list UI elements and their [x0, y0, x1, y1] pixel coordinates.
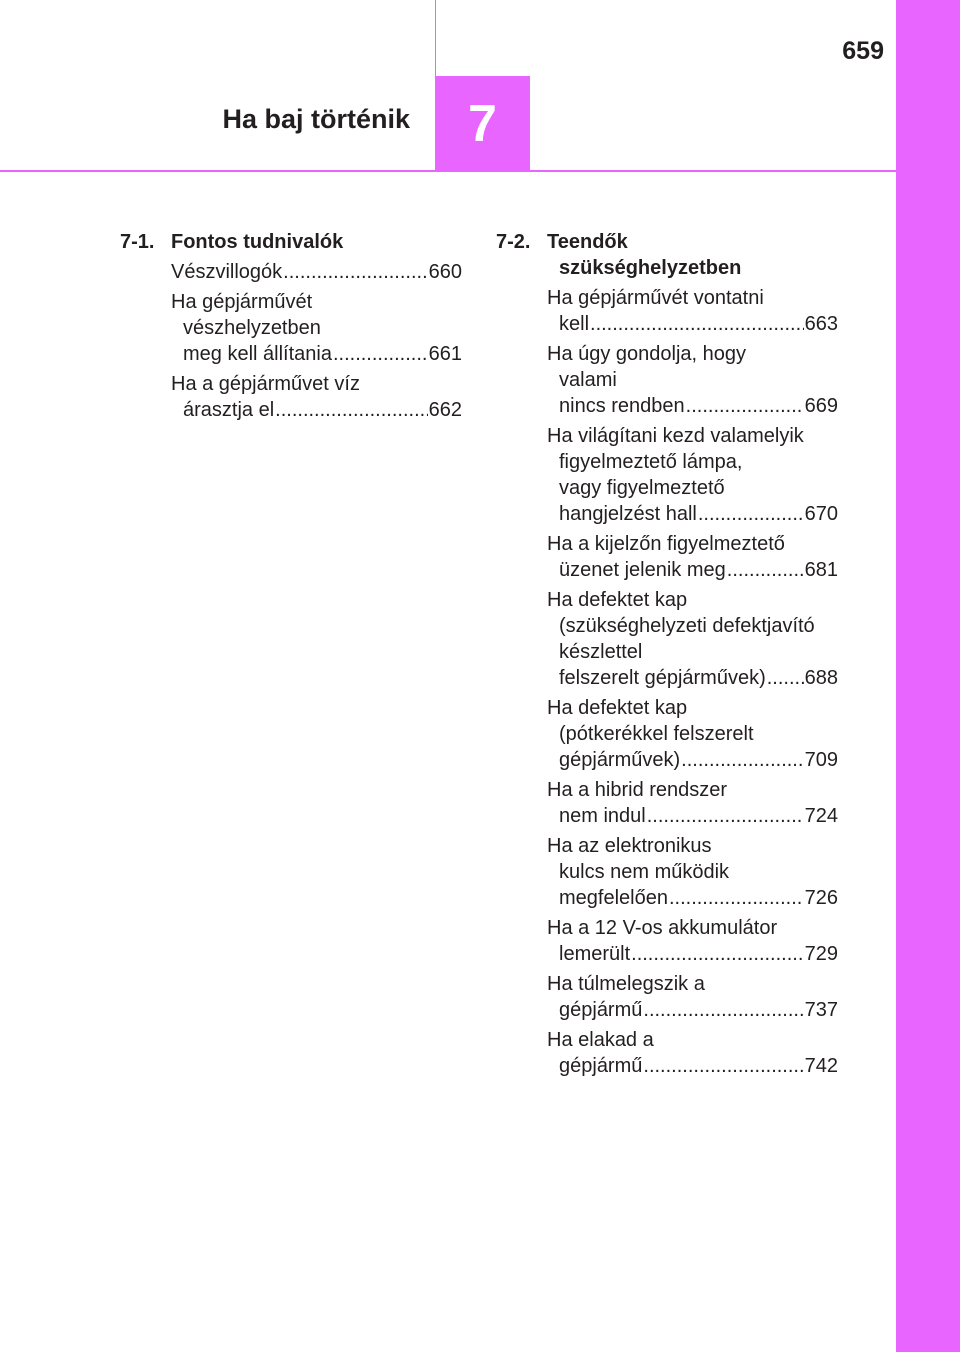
dot-leader — [767, 665, 804, 691]
toc-entry-last-line — [171, 341, 462, 367]
header-divider-vertical — [435, 0, 436, 76]
toc-page-number: 726 — [804, 887, 838, 909]
toc-entry-text: lemerült — [559, 943, 631, 965]
toc-entry-last-line — [171, 397, 462, 423]
toc-page-number: 663 — [804, 313, 838, 335]
toc-entry-line: Ha a 12 V-os akkumulátor — [547, 917, 778, 939]
toc-page-number: 669 — [804, 395, 838, 417]
toc-entry-last-line — [547, 665, 838, 691]
toc-entry-line: készlettel — [559, 641, 643, 663]
toc-entry-line: figyelmeztető lámpa, — [559, 451, 743, 473]
toc-entry-text: nincs rendben — [559, 395, 685, 417]
toc-entry-last-line — [547, 393, 838, 419]
toc-entry[interactable] — [547, 587, 838, 691]
dot-leader — [727, 557, 804, 583]
section-title-line: Fontos tudnivalók — [171, 231, 344, 253]
toc-page-number: 688 — [804, 667, 838, 689]
toc-entry-text: nem indul — [559, 805, 646, 827]
toc-entry-last-line — [547, 557, 838, 583]
toc-entry-last-line — [171, 259, 462, 285]
toc-entry-text: felszerelt gépjárművek) — [559, 667, 766, 689]
toc-page-number: 662 — [428, 399, 462, 421]
toc-page-number: 742 — [804, 1055, 838, 1077]
toc-entry[interactable] — [171, 259, 462, 285]
toc-entry-last-line — [547, 311, 838, 337]
dot-leader — [647, 803, 804, 829]
toc-page-number: 709 — [804, 749, 838, 771]
toc-entry-line: Ha elakad a — [547, 1029, 654, 1051]
toc-entry-text: gépjármű — [559, 1055, 643, 1077]
dot-leader — [643, 1053, 803, 1079]
toc-entry-line: Ha az elektronikus — [547, 835, 712, 857]
toc-entry-line: Ha defektet kap — [547, 589, 688, 611]
toc-entry[interactable] — [547, 971, 838, 1023]
toc-entry-text: üzenet jelenik meg — [559, 559, 726, 581]
toc-page-number: 729 — [804, 943, 838, 965]
toc-page-number: 737 — [804, 999, 838, 1021]
dot-leader — [590, 311, 804, 337]
toc-section-7-1 — [120, 229, 462, 427]
dot-leader — [283, 259, 427, 285]
page-number: 659 — [842, 37, 884, 65]
chapter-number: 7 — [468, 94, 497, 153]
toc-entry-line: Ha defektet kap — [547, 697, 688, 719]
toc-entry-line: Ha úgy gondolja, hogy — [547, 343, 747, 365]
toc-entry-last-line — [547, 747, 838, 773]
toc-entry-text: hangjelzést hall — [559, 503, 697, 525]
toc-entry-text: árasztja el — [183, 399, 275, 421]
section-number: 7-1. — [120, 231, 155, 253]
toc-entry-last-line — [547, 1053, 838, 1079]
toc-page-number: 681 — [804, 559, 838, 581]
toc-entry-text: kell — [559, 313, 590, 335]
toc-entry[interactable] — [171, 371, 462, 423]
toc-entry-last-line — [547, 885, 838, 911]
toc-entry-line: vagy figyelmeztető — [559, 477, 725, 499]
toc-entry[interactable] — [547, 285, 838, 337]
toc-entry-text: Vészvillogók — [171, 261, 283, 283]
toc-entry-line: Ha túlmelegszik a — [547, 973, 705, 995]
section-heading — [120, 229, 462, 255]
chapter-title: Ha baj történik — [222, 104, 410, 134]
toc-entry[interactable] — [547, 915, 838, 967]
dot-leader — [686, 393, 804, 419]
toc-page-number: 724 — [804, 805, 838, 827]
dot-leader — [275, 397, 427, 423]
toc-page-number: 670 — [804, 503, 838, 525]
toc-entry-last-line — [547, 941, 838, 967]
toc-entry-text: gépjárművek) — [559, 749, 681, 771]
toc-entry[interactable] — [547, 695, 838, 773]
toc-entry-last-line — [547, 501, 838, 527]
dot-leader — [698, 501, 804, 527]
toc-entry[interactable] — [547, 341, 838, 419]
toc-page-number: 660 — [428, 261, 462, 283]
toc-entry-line: Ha a gépjárművet víz — [171, 373, 360, 395]
toc-page-number: 661 — [428, 343, 462, 365]
toc-entry-last-line — [547, 997, 838, 1023]
toc-entry[interactable] — [171, 289, 462, 367]
toc-entry-text: megfelelően — [559, 887, 668, 909]
section-title — [547, 229, 838, 281]
toc-entry-line: Ha gépjárművét vontatni — [547, 287, 764, 309]
section-number: 7-2. — [496, 231, 531, 253]
toc-entry[interactable] — [547, 833, 838, 911]
toc-entry[interactable] — [547, 423, 838, 527]
toc-entry[interactable] — [547, 777, 838, 829]
toc-entry-line: Ha gépjárművét — [171, 291, 313, 313]
section-title-line: szükséghelyzetben — [559, 257, 742, 279]
toc-entry-line: Ha világítani kezd valamelyik — [547, 425, 804, 447]
toc-entry[interactable] — [547, 531, 838, 583]
toc-section-7-2 — [496, 229, 838, 1083]
toc-entry-text: gépjármű — [559, 999, 643, 1021]
chapter-number-box — [435, 76, 530, 171]
toc-entry-line: kulcs nem működik — [559, 861, 730, 883]
chapter-side-tab — [896, 0, 960, 1352]
section-title-line: Teendők — [547, 231, 628, 253]
section-heading — [496, 229, 838, 281]
toc-entry-line: Ha a hibrid rendszer — [547, 779, 728, 801]
dot-leader — [631, 941, 803, 967]
toc-entry-last-line — [547, 803, 838, 829]
toc-entry[interactable] — [547, 1027, 838, 1079]
dot-leader — [643, 997, 803, 1023]
toc-entry-line: (szükséghelyzeti defektjavító — [559, 615, 815, 637]
section-title — [171, 229, 462, 255]
toc-entry-line: vészhelyzetben — [183, 317, 321, 339]
dot-leader — [681, 747, 803, 773]
toc-entry-text: meg kell állítania — [183, 343, 332, 365]
dot-leader — [333, 341, 428, 367]
dot-leader — [669, 885, 804, 911]
toc-entry-line: Ha a kijelzőn figyelmeztető — [547, 533, 785, 555]
toc-entry-line: (pótkerékkel felszerelt — [559, 723, 754, 745]
toc-entry-line: valami — [559, 369, 617, 391]
